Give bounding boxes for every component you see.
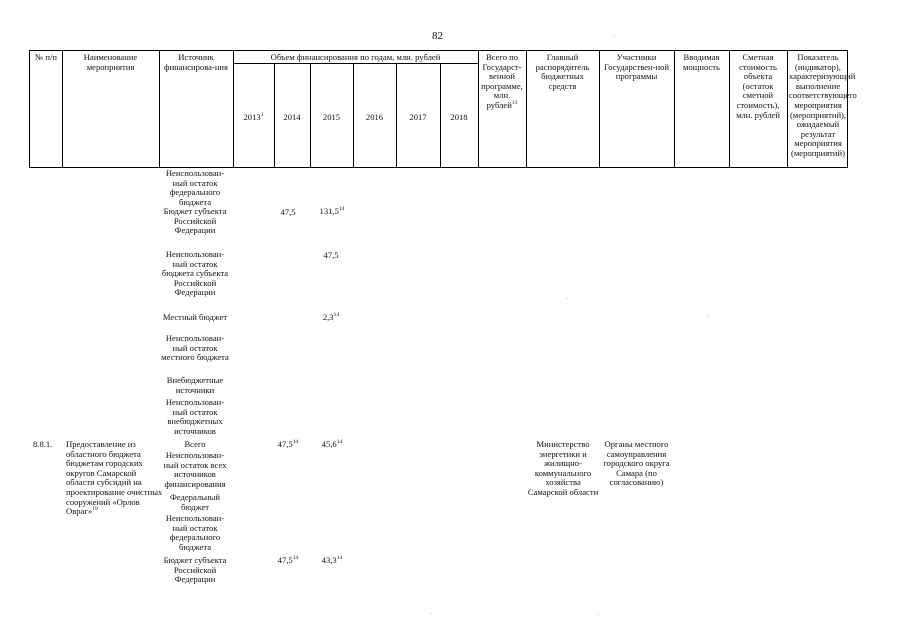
header-year-2015: 2015: [322, 112, 341, 122]
header-year-2013: 2013$^1$: [243, 112, 264, 122]
value-2015: 43,3$^{14}$: [321, 555, 343, 565]
measure-number: 8.8.1.: [33, 439, 53, 449]
source-cell: Неиспользован-ный остаток местного бюджета: [161, 333, 229, 363]
measure-name: Предоставление из областного бюджета бюджетам городских округов Самарской области субсидий на проектирование очистных сооружений «Орлов Овраг»$^{19}$: [66, 439, 163, 517]
value-2015: 47,5: [323, 250, 339, 260]
header-estimate: Сметная стоимость объекта (остаток сметной стоимость), млн. рублей: [736, 52, 780, 120]
header-year-2017: 2017: [409, 112, 427, 122]
header-year-2014: 2014: [283, 112, 301, 122]
header-main-manager: Главный распорядитель бюджетных средств: [535, 52, 590, 91]
source-cell: Неиспользован-ный остаток федерального бюджета: [165, 513, 225, 552]
source-cell: Местный бюджет: [162, 312, 228, 322]
header-capacity: Вводимая мощность: [683, 52, 720, 72]
header-measure-name: Наименование мероприятия: [83, 52, 138, 72]
value-2015: 45,6$^{14}$: [321, 439, 343, 449]
value-2015: $2,3^{14}$: [322, 312, 340, 322]
source-cell: Неиспользован-ный остаток федерального бюджета: [165, 168, 225, 207]
header-total: Всего по Государст-венной программе, млн. рублей$^{13}$: [481, 52, 523, 110]
header-funding-source: Источник финансирова-ния: [164, 52, 228, 72]
source-cell: Неиспользован-ный остаток бюджета субъекта Российской Федерации: [161, 249, 229, 298]
header-indicator: Показатель (индикатор), характеризующий выполнение соответствующего мероприятия (мероприятий), ожидаемый результат мероприятия (мероприятий): [789, 52, 857, 158]
header-number: № п/п: [35, 52, 57, 62]
source-cell: Неиспользован-ный остаток внебюджетных источников: [165, 397, 225, 436]
header-funding-volume: Объем финансирования по годам, млн. рублей: [270, 52, 441, 62]
header-participants: Участники Государствен-ной программы: [603, 52, 669, 82]
header-year-2018: 2018: [450, 112, 468, 122]
value-2015: 131,5$^{14}$: [319, 206, 345, 216]
source-cell: Внебюджетные источники: [166, 375, 224, 395]
main-manager: Министерство энергетики и жилищно-коммунального хозяйства Самарской области: [527, 439, 599, 497]
value-2014: 47,5$^{14}$: [277, 555, 299, 565]
source-cell: Неиспользован-ный остаток всех источников финансирования: [163, 450, 227, 489]
source-cell: Всего: [184, 439, 206, 449]
page-number: 82: [432, 30, 443, 42]
header-year-2016: 2016: [365, 112, 384, 122]
source-cell: Федеральный бюджет: [169, 492, 221, 512]
table-header: [29, 50, 857, 168]
source-cell: Бюджет субъекта Российской Федерации: [163, 555, 227, 585]
participants: Органы местного самоуправления городского округа Самара (по согласованию): [603, 439, 670, 488]
value-2014: 47,5$^{14}$: [277, 439, 299, 449]
source-cell: Бюджет субъекта Российской Федерации: [163, 206, 227, 236]
value-2014: 47,5: [280, 207, 296, 217]
